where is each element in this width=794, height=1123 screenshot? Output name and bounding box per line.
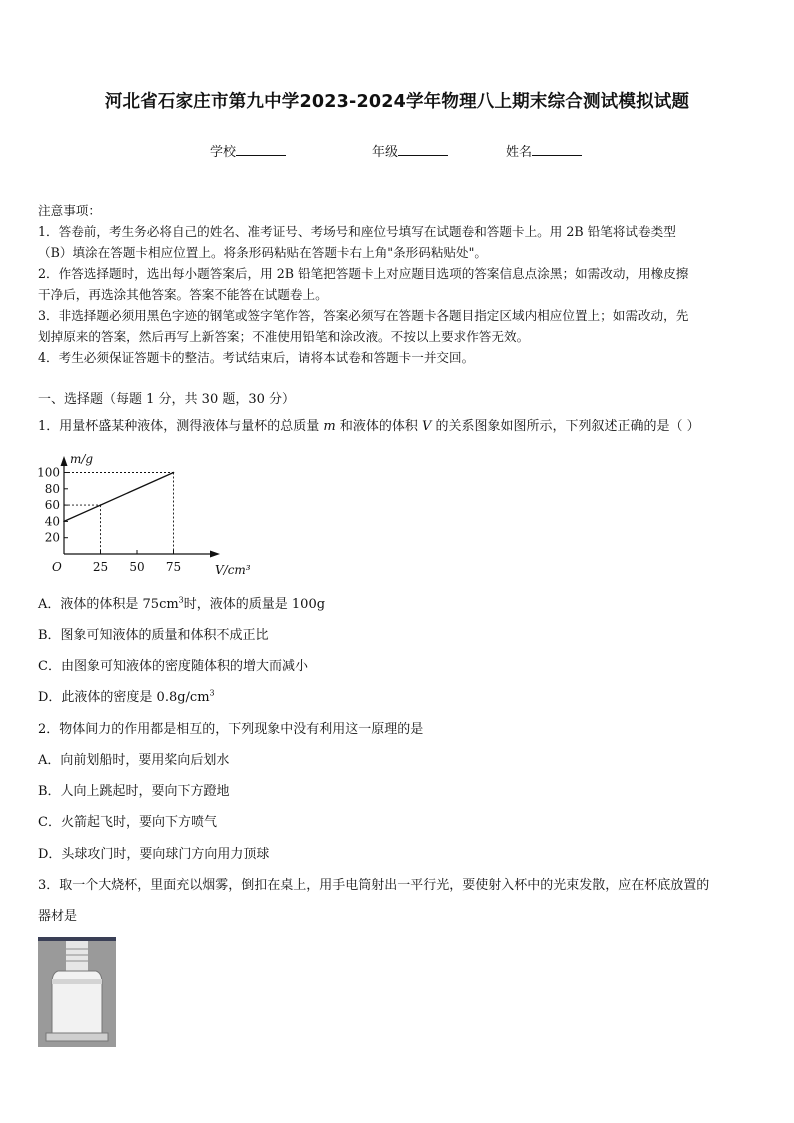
- x-tick-label: 50: [129, 560, 145, 574]
- q1-option-d-text: D．此液体的密度是 0.8g/cm: [38, 690, 210, 705]
- q1-option-d-sup: 3: [209, 688, 215, 698]
- q2-option-d[interactable]: D．头球攻门时，要向球门方向用力顶球: [38, 847, 270, 862]
- apparatus-top-strip: [38, 937, 116, 941]
- notice-line: 干净后，再选涂其他答案。答案不能答在试题卷上。: [38, 287, 328, 302]
- origin-label: O: [52, 560, 62, 574]
- name-label: 姓名: [506, 145, 533, 160]
- name-blank[interactable]: [532, 144, 582, 156]
- q2-option-a[interactable]: A．向前划船时，要用桨向后划水: [38, 753, 230, 768]
- series-line: [64, 473, 174, 522]
- question-3-stem-line2: 器材是: [38, 909, 78, 924]
- grade-label: 年级: [372, 145, 399, 160]
- question-1-stem: [38, 415, 700, 434]
- q1-var-v: V: [422, 419, 432, 434]
- q1-option-a-text2: 时，液体的质量是 100g: [183, 597, 326, 612]
- notice-block: [38, 200, 760, 368]
- school-field[interactable]: [210, 141, 286, 160]
- q1-stem-b: 和液体的体积: [335, 419, 422, 434]
- y-axis-label: m/g: [70, 452, 94, 466]
- data-point: [173, 472, 175, 474]
- q1-stem-a: 1．用量杯盛某种液体，测得液体与量杯的总质量: [38, 419, 324, 434]
- name-field[interactable]: [506, 141, 582, 160]
- q1-option-c-text: C．由图象可知液体的密度随体积的增大而减小: [38, 659, 308, 674]
- y-axis-arrow: [61, 456, 68, 466]
- notice-line: 4．考生必须保证答题卡的整洁。考试结束后，请将本试卷和答题卡一并交回。: [38, 350, 475, 365]
- y-tick-label: 60: [44, 498, 60, 513]
- x-axis-label: V/cm³: [215, 563, 251, 577]
- notice-line: 3．非选择题必须用黑色字迹的钢笔或签字笔作答，答案必须写在答题卡各题目指定区域内相应位置上；如需改动，先: [38, 308, 689, 323]
- school-label: 学校: [210, 145, 237, 160]
- q1-option-c[interactable]: [38, 655, 308, 674]
- grade-field[interactable]: [372, 141, 448, 160]
- y-tick-label: 40: [44, 514, 60, 529]
- x-axis-arrow: [210, 551, 220, 558]
- y-tick-label: 100: [37, 465, 60, 480]
- notice-line: （B）填涂在答题卡相应位置上。将条形码粘贴在答题卡右上角"条形码粘贴处"。: [38, 245, 488, 260]
- y-tick-label: 80: [44, 481, 60, 496]
- q1-option-a-sup: 3: [178, 595, 184, 605]
- data-point: [63, 521, 65, 523]
- mass-volume-chart: [36, 448, 251, 580]
- x-tick-label: 75: [165, 560, 182, 574]
- question-2-stem: 2．物体间力的作用都是相互的，下列现象中没有利用这一原理的是: [38, 722, 424, 737]
- page-title: 河北省石家庄市第九中学2023-2024学年物理八上期末综合测试模拟试题: [104, 92, 690, 112]
- q3-apparatus-image: [38, 937, 116, 1047]
- y-tick-label: 20: [44, 530, 60, 545]
- q1-option-d[interactable]: [38, 686, 215, 705]
- notice-line: 1．答卷前，考生务必将自己的姓名、准考证号、考场号和座位号填写在试题卷和答题卡上。用 2B 铅笔将试卷类型: [38, 224, 676, 239]
- x-tick-label: 25: [92, 560, 109, 574]
- data-point: [100, 504, 102, 506]
- school-blank[interactable]: [236, 144, 286, 156]
- q1-stem-c: 的关系图象如图所示，下列叙述正确的是（ ）: [431, 419, 700, 434]
- question-3-stem-line1: 3．取一个大烧杯，里面充以烟雾，倒扣在桌上，用手电筒射出一平行光，要使射入杯中的光束发散，应在杯底放置的: [38, 878, 710, 893]
- q1-option-a[interactable]: [38, 593, 325, 612]
- grade-blank[interactable]: [398, 144, 448, 156]
- notice-line: 2．作答选择题时，选出每小题答案后，用 2B 铅笔把答题卡上对应题目选项的答案信息点涂黑；如需改动，用橡皮擦: [38, 266, 689, 281]
- q1-var-m: m: [323, 419, 336, 434]
- notice-line: 划掉原来的答案，然后再写上新答案；不准使用铅笔和涂改液。不按以上要求作答无效。: [38, 329, 530, 344]
- q2-option-b[interactable]: B．人向上跳起时，要向下方蹬地: [38, 784, 230, 799]
- apparatus-base: [46, 1033, 108, 1041]
- q1-option-a-text: A．液体的体积是 75cm: [38, 597, 179, 612]
- apparatus-neck: [66, 941, 88, 971]
- q2-option-c[interactable]: C．火箭起飞时，要向下方喷气: [38, 815, 217, 830]
- q1-option-b[interactable]: [38, 624, 269, 643]
- notice-heading: 注意事项：: [38, 203, 101, 218]
- q1-option-b-text: B．图象可知液体的质量和体积不成正比: [38, 628, 269, 643]
- section-heading: 一、选择题（每题 1 分，共 30 题，30 分）: [38, 392, 296, 407]
